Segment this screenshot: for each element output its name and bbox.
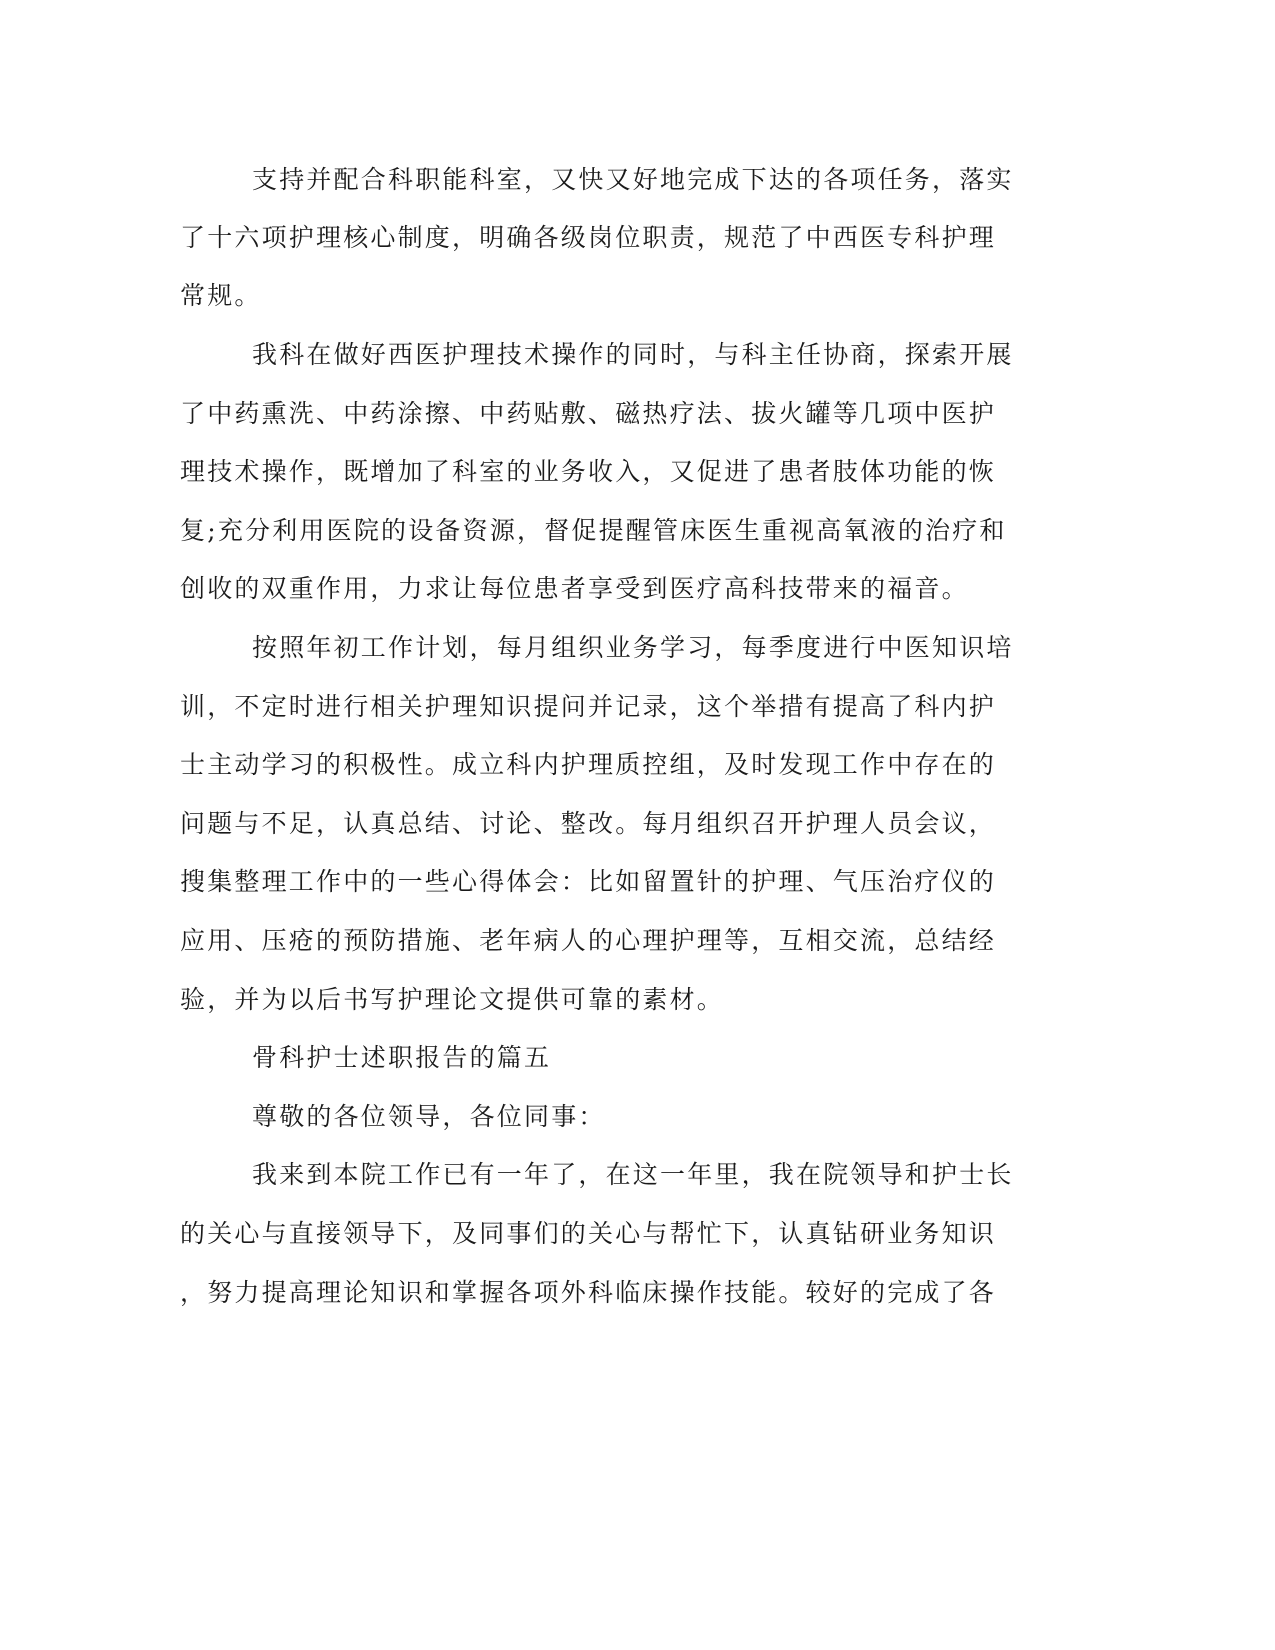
paragraph-2-line-2: 了中药熏洗、中药涂擦、中药贴敷、磁热疗法、拔火罐等几项中医护 — [180, 399, 997, 428]
paragraph-3-line-4: 问题与不足，认真总结、讨论、整改。每月组织召开护理人员会议， — [180, 809, 997, 838]
section-heading: 骨科护士述职报告的篇五 — [252, 1043, 552, 1072]
paragraph-3-line-2: 训，不定时进行相关护理知识提问并记录，这个举措有提高了科内护 — [180, 692, 997, 721]
paragraph-3-line-3: 士主动学习的积极性。成立科内护理质控组，及时发现工作中存在的 — [180, 750, 997, 779]
salutation: 尊敬的各位领导，各位同事： — [252, 1102, 606, 1131]
paragraph-1-line-2: 了十六项护理核心制度，明确各级岗位职责，规范了中西医专科护理 — [180, 223, 997, 252]
paragraph-4-line-1: 我来到本院工作已有一年了，在这一年里，我在院领导和护士长 — [252, 1160, 1014, 1189]
paragraph-4-line-2: 的关心与直接领导下，及同事们的关心与帮忙下，认真钻研业务知识 — [180, 1219, 997, 1248]
paragraph-3-line-5: 搜集整理工作中的一些心得体会：比如留置针的护理、气压治疗仪的 — [180, 867, 997, 896]
paragraph-2-line-3: 理技术操作，既增加了科室的业务收入，又促进了患者肢体功能的恢 — [180, 457, 997, 486]
paragraph-2-line-4: 复;充分利用医院的设备资源，督促提醒管床医生重视高氧液的治疗和 — [180, 516, 1007, 545]
paragraph-1-line-3: 常规。 — [180, 281, 262, 310]
paragraph-4-line-3: ，努力提高理论知识和掌握各项外科临床操作技能。较好的完成了各 — [180, 1278, 997, 1307]
paragraph-1-line-1: 支持并配合科职能科室，又快又好地完成下达的各项任务，落实 — [252, 165, 1014, 194]
paragraph-2-line-1: 我科在做好西医护理技术操作的同时，与科主任协商，探索开展 — [252, 340, 1014, 369]
paragraph-3-line-7: 验，并为以后书写护理论文提供可靠的素材。 — [180, 985, 725, 1014]
paragraph-2-line-5: 创收的双重作用，力求让每位患者享受到医疗高科技带来的福音。 — [180, 574, 969, 603]
paragraph-3-line-6: 应用、压疮的预防措施、老年病人的心理护理等，互相交流，总结经 — [180, 926, 997, 955]
paragraph-3-line-1: 按照年初工作计划，每月组织业务学习，每季度进行中医知识培 — [252, 633, 1014, 662]
